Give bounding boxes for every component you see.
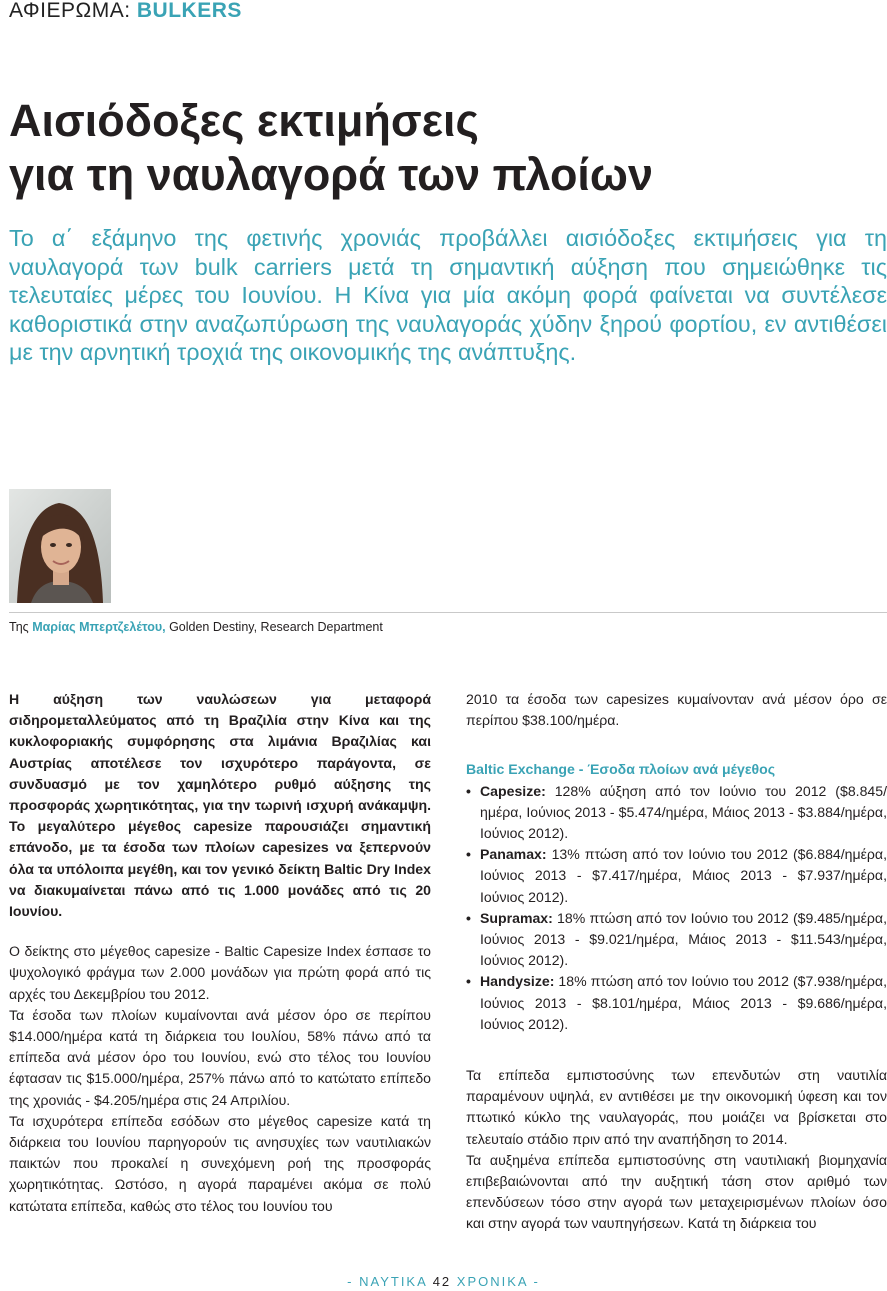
list-item [466, 908, 887, 972]
page-number: 42 [432, 1274, 452, 1289]
title-line-1: Αισιόδοξες εκτιμήσεις [9, 95, 479, 146]
list-item-label: Capesize: [480, 782, 546, 799]
body-paragraph: Τα αυξημένα επίπεδα εμπιστοσύνης στη ναυτιλιακή βιομηχανία επιβεβαιώνονται από την αυξητική τάση στον αριθμό των επενδύσεων τόσο στην αγορά των μεταχειρισμένων πλοίων όσο και στην αγορά των ναυπηγήσεων. Κατά τη διάρκεια του [466, 1151, 887, 1232]
list-item [466, 971, 887, 1035]
author-name: Μαρίας Μπερτζελέτου, [32, 620, 166, 634]
section-name: BULKERS [136, 0, 242, 22]
author-org: Golden Destiny, Research Department [169, 620, 383, 634]
list-item-text: 18% πτώση από τον Ιούνιο του 2012 ($9.485/ημέρα, Ιούνιος 2013 - $9.021/ημέρα, Μάιος 2013 - $11.543/ημέρα, Ιούνιος 2012). [480, 909, 887, 969]
list-item-label: Supramax: [480, 909, 553, 926]
body-paragraph: Τα έσοδα των πλοίων κυμαίνονται ανά μέσον όρο σε περίπου $14.000/ημέρα κατά τη διάρκεια του Ιουλίου, 58% πάνω από τα επίπεδα ανά μέσον όρο του Ιουνίου, ενώ στο τέλος του Ιουνίου έφτασαν τις $15.000/ημέρα, 257% πάνω από το κατώτατο επίπεδο της χρονιάς - $4.205/ημέρα στις 24 Απριλίου. [9, 1006, 431, 1108]
earnings-list [466, 781, 887, 1035]
body-paragraph: 2010 τα έσοδα των capesizes κυμαίνονταν ανά μέσον όρο σε περίπου $38.100/ημέρα. [466, 691, 887, 729]
footer-right: ΧΡΟΝΙΚΑ - [456, 1274, 540, 1289]
byline-prefix: Της [9, 620, 29, 634]
list-item-label: Panamax: [480, 846, 547, 863]
left-column [9, 689, 431, 1217]
byline [9, 619, 383, 635]
list-item [466, 781, 887, 845]
body-paragraph: Τα επίπεδα εμπιστοσύνης των επενδυτών στη ναυτιλία παραμένουν υψηλά, εν αντιθέσει με την οικονομική ύφεση και τον πτωτικό κύκλο της ναυλαγοράς, που μοιάζει να βρίσκεται στο τελευταίο στάδιο πριν από την αναπήδηση το 2014. [466, 1067, 887, 1147]
list-item-label: Handysize: [480, 973, 555, 990]
list-item-text: 13% πτώση από τον Ιούνιο του 2012 ($6.884/ημέρα, Ιούνιος 2013 - $7.417/ημέρα, Μάιος 2013 - $7.937/ημέρα, Ιούνιος 2012). [480, 846, 887, 905]
list-item [466, 844, 887, 908]
body-paragraph: Τα ισχυρότερα επίπεδα εσόδων στο μέγεθος capesize κατά τη διάρκεια του Ιουνίου παρηγορούν τις ανησυχίες των ναυτιλιακών παικτών που προκαλεί η συνεχόμενη ροή της προσφοράς χωρητικότητας. Ωστόσο, η αγορά παραμένει ακόμα σε πολύ κατώτατα επίπεδα, καθώς στο τέλος του Ιουνίου του [9, 1112, 431, 1214]
section-prefix: ΑΦΙΕΡΩΜΑ: [9, 0, 131, 22]
box-title: Baltic Exchange - Έσοδα πλοίων ανά μέγεθος [466, 761, 776, 778]
footer-left: - ΝΑΥΤΙΚΑ [347, 1274, 428, 1289]
section-tag [9, 0, 242, 24]
page-footer [0, 1274, 887, 1289]
byline-rule [9, 612, 887, 613]
article-title [9, 94, 869, 202]
lead-paragraph: Το α΄ εξάμηνο της φετινής χρονιάς προβάλλει αισιόδοξες εκτιμήσεις για τη ναυλαγορά των bulk carriers μετά τη σημαντική αύξηση που σημειώθηκε τις τελευταίες μέρες του Ιουνίου. Η Κίνα για μία ακόμη φορά φαίνεται να συντέλεσε καθοριστικά στην αναζωπύρωση της ναυλαγοράς χύδην ξηρού φορτίου, εν αντιθέσει με την αρνητική τροχιά της οικονομικής της ανάπτυξης. [9, 225, 887, 366]
body-paragraph: Ο δείκτης στο μέγεθος capesize - Baltic Capesize Index έσπασε το ψυχολογικό φράγμα των 2.000 μονάδων για πρώτη φορά από τις αρχές του Δεκεμβρίου του 2012. [9, 943, 431, 1002]
author-photo [9, 489, 111, 603]
list-item-text: 128% αύξηση από τον Ιούνιο του 2012 ($8.845/ημέρα, Ιούνιος 2013 - $5.474/ημέρα, Μάιος 2013 - $3.884/ημέρα, Ιούνιος 2012). [480, 782, 887, 842]
right-column [466, 689, 887, 1235]
intro-paragraph: Η αύξηση των ναυλώσεων για μεταφορά σιδηρομεταλλεύματος από τη Βραζιλία στην Κίνα και της κυκλοφοριακής συμφόρησης στα λιμάνια Βραζιλίας και Αυστρίας αποτέλεσε τον ισχυρότερο παράγοντα, σε συνδυασμό με τον χαμηλότερο ρυθμό αύξησης της προσφοράς χωρητικότητας, για την τωρινή ισχυρή ανάκαμψη. Το μεγαλύτερο μέγεθος capesize παρουσιάζει σημαντική επάνοδο, με τα έσοδα των πλοίων capesizes να ξεπερνούν όλα τα υπόλοιπα μεγέθη, και τον γενικό δείκτη Baltic Dry Index να διακυμαίνεται πάνω από τις 1.000 μονάδες από τις 20 Ιουνίου. [9, 691, 431, 920]
list-item-text: 18% πτώση από τον Ιούνιο του 2012 ($7.938/ημέρα, Ιούνιος 2013 - $8.101/ημέρα, Μάιος 2013 - $9.686/ημέρα, Ιούνιος 2012). [480, 973, 887, 1032]
title-line-2: για τη ναυλαγορά των πλοίων [9, 149, 653, 200]
